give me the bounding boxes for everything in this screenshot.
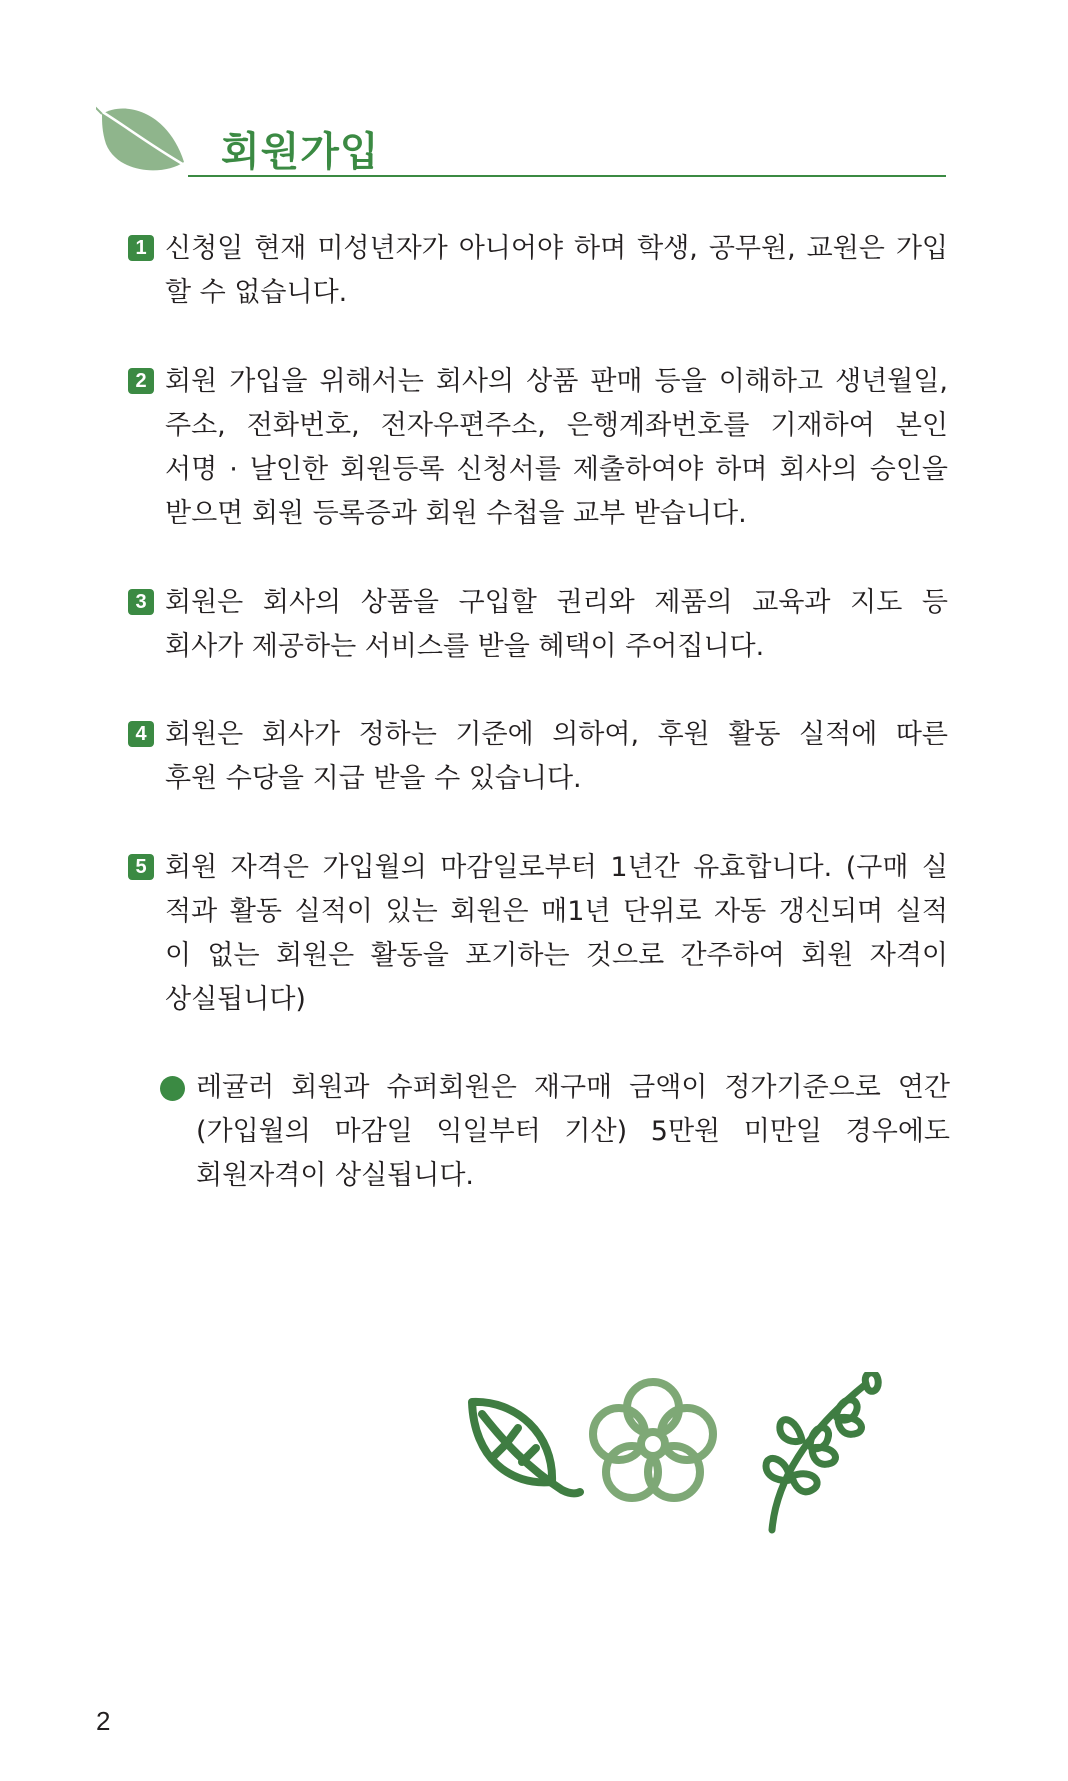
item-text-line: 회원은 회사의 상품을 구입할 권리와 제품의 교육과 지도 등 xyxy=(165,587,948,618)
list-item xyxy=(128,360,948,536)
branch-icon xyxy=(766,1373,878,1530)
item-number-badge: 5 xyxy=(128,854,154,880)
page-title: 회원가입 xyxy=(221,128,380,175)
flower-icon xyxy=(593,1382,713,1498)
item-number-badge: 4 xyxy=(128,721,154,747)
item-text-line: 회원은 회사가 정하는 기준에 의하여, 후원 활동 실적에 따른 xyxy=(165,719,948,750)
bullet-icon xyxy=(160,1076,185,1101)
item-text-line: 적과 활동 실적이 있는 회원은 매1년 단위로 자동 갱신되며 실적 xyxy=(165,896,948,927)
item-text-line: 신청일 현재 미성년자가 아니어야 하며 학생, 공무원, 교원은 가입 xyxy=(165,233,948,264)
item-number-badge: 3 xyxy=(128,589,154,615)
leaf-icon xyxy=(96,104,192,182)
item-text-line: 회원 자격은 가입월의 마감일로부터 1년간 유효합니다. (구매 실 xyxy=(165,852,948,883)
item-text-line: 상실됩니다) xyxy=(165,984,306,1015)
item-text-line: 받으면 회원 등록증과 회원 수첩을 교부 받습니다. xyxy=(165,498,747,529)
item-text-line: 이 없는 회원은 활동을 포기하는 것으로 간주하여 회원 자격이 xyxy=(165,940,948,971)
item-text-line: 회사가 제공하는 서비스를 받을 혜택이 주어집니다. xyxy=(165,631,765,662)
item-text-line: 할 수 없습니다. xyxy=(165,277,348,308)
note-text-line: 레귤러 회원과 슈퍼회원은 재구매 금액이 정가기준으로 연간 xyxy=(196,1072,950,1103)
list-item xyxy=(128,846,948,1022)
list-item xyxy=(128,227,948,315)
page-number: 2 xyxy=(96,1706,111,1736)
item-text-line: 회원 가입을 위해서는 회사의 상품 판매 등을 이해하고 생년월일, xyxy=(165,366,948,397)
item-text-line: 서명 · 날인한 회원등록 신청서를 제출하여야 하며 회사의 승인을 xyxy=(165,454,948,485)
note-text-line: (가입월의 마감일 익일부터 기산) 5만원 미만일 경우에도 xyxy=(196,1116,950,1147)
item-number-badge: 1 xyxy=(128,235,154,261)
item-text-line: 주소, 전화번호, 전자우편주소, 은행계좌번호를 기재하여 본인 xyxy=(165,410,948,441)
item-text-line: 후원 수당을 지급 받을 수 있습니다. xyxy=(165,763,582,794)
note-text-line: 회원자격이 상실됩니다. xyxy=(196,1160,474,1191)
title-underline xyxy=(188,175,946,177)
leaf-icon xyxy=(472,1402,580,1493)
list-item xyxy=(128,713,948,801)
decoration-icons xyxy=(466,1372,906,1542)
list-item xyxy=(128,581,948,669)
note-item xyxy=(160,1066,950,1198)
section-header xyxy=(96,104,946,184)
item-number-badge: 2 xyxy=(128,368,154,394)
